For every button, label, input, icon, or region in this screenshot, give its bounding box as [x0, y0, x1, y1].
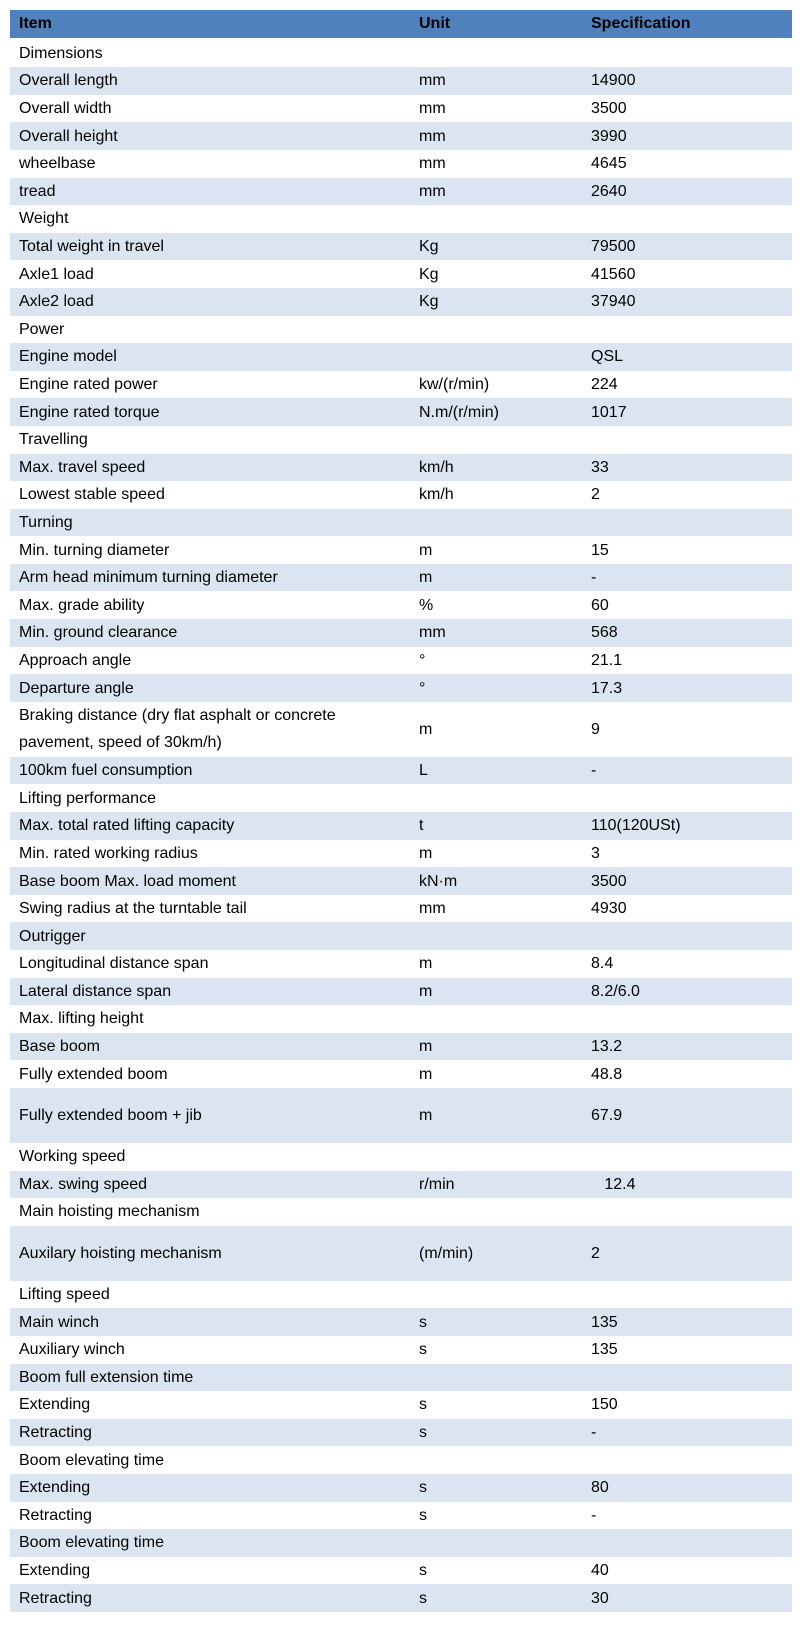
row-item: Extending: [10, 1474, 410, 1502]
row-unit: N.m/(r/min): [410, 398, 582, 426]
table-row: [10, 1446, 792, 1474]
table-row: [10, 867, 792, 895]
table-row: [10, 950, 792, 978]
row-spec: 60: [582, 591, 792, 619]
row-unit: [410, 343, 582, 371]
row-spec: 4645: [582, 150, 792, 178]
row-spec: 2640: [582, 178, 792, 206]
table-row: [10, 757, 792, 785]
row-item: Working speed: [10, 1143, 410, 1171]
row-unit: [410, 1143, 582, 1171]
row-unit: Kg: [410, 260, 582, 288]
row-spec: [582, 316, 792, 344]
table-row: [10, 233, 792, 261]
row-unit: Kg: [410, 233, 582, 261]
table-row: [10, 1502, 792, 1530]
row-spec: 33: [582, 454, 792, 482]
table-row: [10, 978, 792, 1006]
row-item: Engine rated power: [10, 371, 410, 399]
row-item: Lifting speed: [10, 1281, 410, 1309]
row-item: Engine model: [10, 343, 410, 371]
table-row: [10, 1226, 792, 1281]
row-spec: 2: [582, 481, 792, 509]
row-item: Power: [10, 316, 410, 344]
row-item: Dimensions: [10, 39, 410, 68]
row-item: Weight: [10, 205, 410, 233]
row-unit: mm: [410, 619, 582, 647]
row-unit: mm: [410, 895, 582, 923]
table-body: [10, 39, 792, 1612]
header-spec: Specification: [582, 10, 792, 39]
row-spec: -: [582, 1419, 792, 1447]
row-item: Lowest stable speed: [10, 481, 410, 509]
table-row: [10, 1281, 792, 1309]
header-item: Item: [10, 10, 410, 39]
row-unit: [410, 1446, 582, 1474]
row-unit: s: [410, 1584, 582, 1612]
table-row: [10, 426, 792, 454]
row-unit: [410, 1281, 582, 1309]
row-item: Max. travel speed: [10, 454, 410, 482]
row-spec: [582, 1364, 792, 1392]
row-unit: [410, 1529, 582, 1557]
row-unit: [410, 316, 582, 344]
row-spec: 135: [582, 1308, 792, 1336]
row-spec: 30: [582, 1584, 792, 1612]
row-spec: 224: [582, 371, 792, 399]
row-unit: s: [410, 1502, 582, 1530]
row-unit: °: [410, 647, 582, 675]
table-row: [10, 1033, 792, 1061]
row-spec: 8.4: [582, 950, 792, 978]
row-spec: [582, 509, 792, 537]
table-row: [10, 536, 792, 564]
row-unit: [410, 1364, 582, 1392]
row-spec: 17.3: [582, 674, 792, 702]
row-item: Travelling: [10, 426, 410, 454]
row-item: Min. turning diameter: [10, 536, 410, 564]
row-item: Retracting: [10, 1584, 410, 1612]
row-item: Longitudinal distance span: [10, 950, 410, 978]
row-unit: s: [410, 1419, 582, 1447]
row-spec: -: [582, 564, 792, 592]
table-row: [10, 591, 792, 619]
table-row: [10, 481, 792, 509]
specification-table: [10, 10, 792, 1612]
table-row: [10, 316, 792, 344]
table-row: [10, 509, 792, 537]
row-item: Turning: [10, 509, 410, 537]
row-unit: m: [410, 1060, 582, 1088]
row-unit: km/h: [410, 454, 582, 482]
table-row: [10, 840, 792, 868]
row-item: Departure angle: [10, 674, 410, 702]
row-unit: [410, 509, 582, 537]
row-spec: 37940: [582, 288, 792, 316]
table-row: [10, 1474, 792, 1502]
row-spec: 12.4: [582, 1171, 792, 1199]
row-unit: s: [410, 1474, 582, 1502]
row-unit: [410, 784, 582, 812]
row-spec: 135: [582, 1336, 792, 1364]
row-unit: °: [410, 674, 582, 702]
row-unit: mm: [410, 67, 582, 95]
table-row: [10, 122, 792, 150]
row-unit: s: [410, 1336, 582, 1364]
row-spec: 21.1: [582, 647, 792, 675]
table-row: [10, 1088, 792, 1143]
table-row: [10, 288, 792, 316]
row-spec: 1017: [582, 398, 792, 426]
table-row: [10, 1529, 792, 1557]
row-item: Extending: [10, 1391, 410, 1419]
row-item: Axle1 load: [10, 260, 410, 288]
row-spec: 48.8: [582, 1060, 792, 1088]
table-row: [10, 205, 792, 233]
row-item: Total weight in travel: [10, 233, 410, 261]
row-item: Min. ground clearance: [10, 619, 410, 647]
table-row: [10, 1308, 792, 1336]
table-row: [10, 178, 792, 206]
table-row: [10, 1005, 792, 1033]
row-spec: 110(120USt): [582, 812, 792, 840]
row-unit: m: [410, 536, 582, 564]
row-unit: mm: [410, 150, 582, 178]
table-row: [10, 1584, 792, 1612]
row-spec: 3500: [582, 867, 792, 895]
row-unit: m: [410, 840, 582, 868]
row-item: Max. grade ability: [10, 591, 410, 619]
table-row: [10, 564, 792, 592]
row-unit: m: [410, 1088, 582, 1143]
table-row: [10, 647, 792, 675]
row-spec: [582, 1198, 792, 1226]
row-unit: m: [410, 1033, 582, 1061]
row-spec: 2: [582, 1226, 792, 1281]
row-spec: [582, 1143, 792, 1171]
row-item: Auxilary hoisting mechanism: [10, 1226, 410, 1281]
table-row: [10, 343, 792, 371]
row-item: Main winch: [10, 1308, 410, 1336]
row-item: Overall height: [10, 122, 410, 150]
table-row: [10, 1391, 792, 1419]
row-unit: m: [410, 950, 582, 978]
row-unit: m: [410, 564, 582, 592]
table-row: [10, 1557, 792, 1585]
row-spec: 3500: [582, 95, 792, 123]
row-spec: [582, 205, 792, 233]
row-item: Main hoisting mechanism: [10, 1198, 410, 1226]
row-item: Lifting performance: [10, 784, 410, 812]
row-spec: 15: [582, 536, 792, 564]
table-row: [10, 922, 792, 950]
table-row: [10, 784, 792, 812]
row-spec: [582, 1446, 792, 1474]
table-row: [10, 95, 792, 123]
row-unit: m: [410, 702, 582, 757]
row-spec: [582, 426, 792, 454]
table-row: [10, 702, 792, 757]
row-unit: %: [410, 591, 582, 619]
row-item: Min. rated working radius: [10, 840, 410, 868]
header-unit: Unit: [410, 10, 582, 39]
table-row: [10, 260, 792, 288]
row-spec: 9: [582, 702, 792, 757]
row-item: Overall width: [10, 95, 410, 123]
row-item: Max. lifting height: [10, 1005, 410, 1033]
table-row: [10, 1364, 792, 1392]
row-item: Max. total rated lifting capacity: [10, 812, 410, 840]
row-spec: 8.2/6.0: [582, 978, 792, 1006]
row-spec: 14900: [582, 67, 792, 95]
table-row: [10, 398, 792, 426]
row-spec: 568: [582, 619, 792, 647]
table-header: [10, 10, 792, 39]
row-unit: (m/min): [410, 1226, 582, 1281]
row-unit: m: [410, 978, 582, 1006]
row-item: Fully extended boom: [10, 1060, 410, 1088]
row-item: Boom full extension time: [10, 1364, 410, 1392]
row-unit: s: [410, 1557, 582, 1585]
table-row: [10, 674, 792, 702]
row-spec: 67.9: [582, 1088, 792, 1143]
row-item: Base boom: [10, 1033, 410, 1061]
row-item: tread: [10, 178, 410, 206]
table-row: [10, 895, 792, 923]
row-spec: [582, 1005, 792, 1033]
row-unit: t: [410, 812, 582, 840]
row-unit: r/min: [410, 1171, 582, 1199]
table-row: [10, 812, 792, 840]
row-spec: 13.2: [582, 1033, 792, 1061]
table-row: [10, 1336, 792, 1364]
row-spec: 41560: [582, 260, 792, 288]
table-row: [10, 1419, 792, 1447]
table-row: [10, 39, 792, 68]
row-item: Approach angle: [10, 647, 410, 675]
row-unit: [410, 1198, 582, 1226]
table-row: [10, 454, 792, 482]
row-item: Lateral distance span: [10, 978, 410, 1006]
row-spec: 4930: [582, 895, 792, 923]
row-item: Axle2 load: [10, 288, 410, 316]
row-item: wheelbase: [10, 150, 410, 178]
row-item: Boom elevating time: [10, 1529, 410, 1557]
row-item: Arm head minimum turning diameter: [10, 564, 410, 592]
row-unit: kN·m: [410, 867, 582, 895]
row-item: Boom elevating time: [10, 1446, 410, 1474]
table-row: [10, 67, 792, 95]
row-item: Retracting: [10, 1419, 410, 1447]
row-spec: [582, 1281, 792, 1309]
row-spec: 3: [582, 840, 792, 868]
row-unit: [410, 205, 582, 233]
table-row: [10, 1198, 792, 1226]
row-spec: 40: [582, 1557, 792, 1585]
row-item: 100km fuel consumption: [10, 757, 410, 785]
row-spec: [582, 39, 792, 68]
row-item: Fully extended boom + jib: [10, 1088, 410, 1143]
row-unit: kw/(r/min): [410, 371, 582, 399]
row-unit: [410, 922, 582, 950]
row-spec: 80: [582, 1474, 792, 1502]
row-item: Extending: [10, 1557, 410, 1585]
row-spec: [582, 1529, 792, 1557]
row-item: Braking distance (dry flat asphalt or concrete pavement, speed of 30km/h): [10, 702, 410, 757]
row-unit: [410, 39, 582, 68]
row-spec: 79500: [582, 233, 792, 261]
row-item: Retracting: [10, 1502, 410, 1530]
table-row: [10, 619, 792, 647]
table-row: [10, 150, 792, 178]
row-unit: km/h: [410, 481, 582, 509]
row-unit: s: [410, 1391, 582, 1419]
row-spec: 150: [582, 1391, 792, 1419]
table-row: [10, 1143, 792, 1171]
row-item: Outrigger: [10, 922, 410, 950]
row-unit: s: [410, 1308, 582, 1336]
row-item: Base boom Max. load moment: [10, 867, 410, 895]
row-unit: mm: [410, 122, 582, 150]
row-spec: -: [582, 1502, 792, 1530]
row-spec: 3990: [582, 122, 792, 150]
table-row: [10, 371, 792, 399]
row-spec: [582, 922, 792, 950]
row-item: Overall length: [10, 67, 410, 95]
row-spec: [582, 784, 792, 812]
row-unit: mm: [410, 178, 582, 206]
row-spec: QSL: [582, 343, 792, 371]
row-unit: [410, 1005, 582, 1033]
table-row: [10, 1171, 792, 1199]
row-unit: [410, 426, 582, 454]
row-item: Swing radius at the turntable tail: [10, 895, 410, 923]
row-item: Max. swing speed: [10, 1171, 410, 1199]
row-unit: Kg: [410, 288, 582, 316]
row-unit: L: [410, 757, 582, 785]
row-unit: mm: [410, 95, 582, 123]
row-item: Auxiliary winch: [10, 1336, 410, 1364]
table-row: [10, 1060, 792, 1088]
row-spec: -: [582, 757, 792, 785]
row-item: Engine rated torque: [10, 398, 410, 426]
